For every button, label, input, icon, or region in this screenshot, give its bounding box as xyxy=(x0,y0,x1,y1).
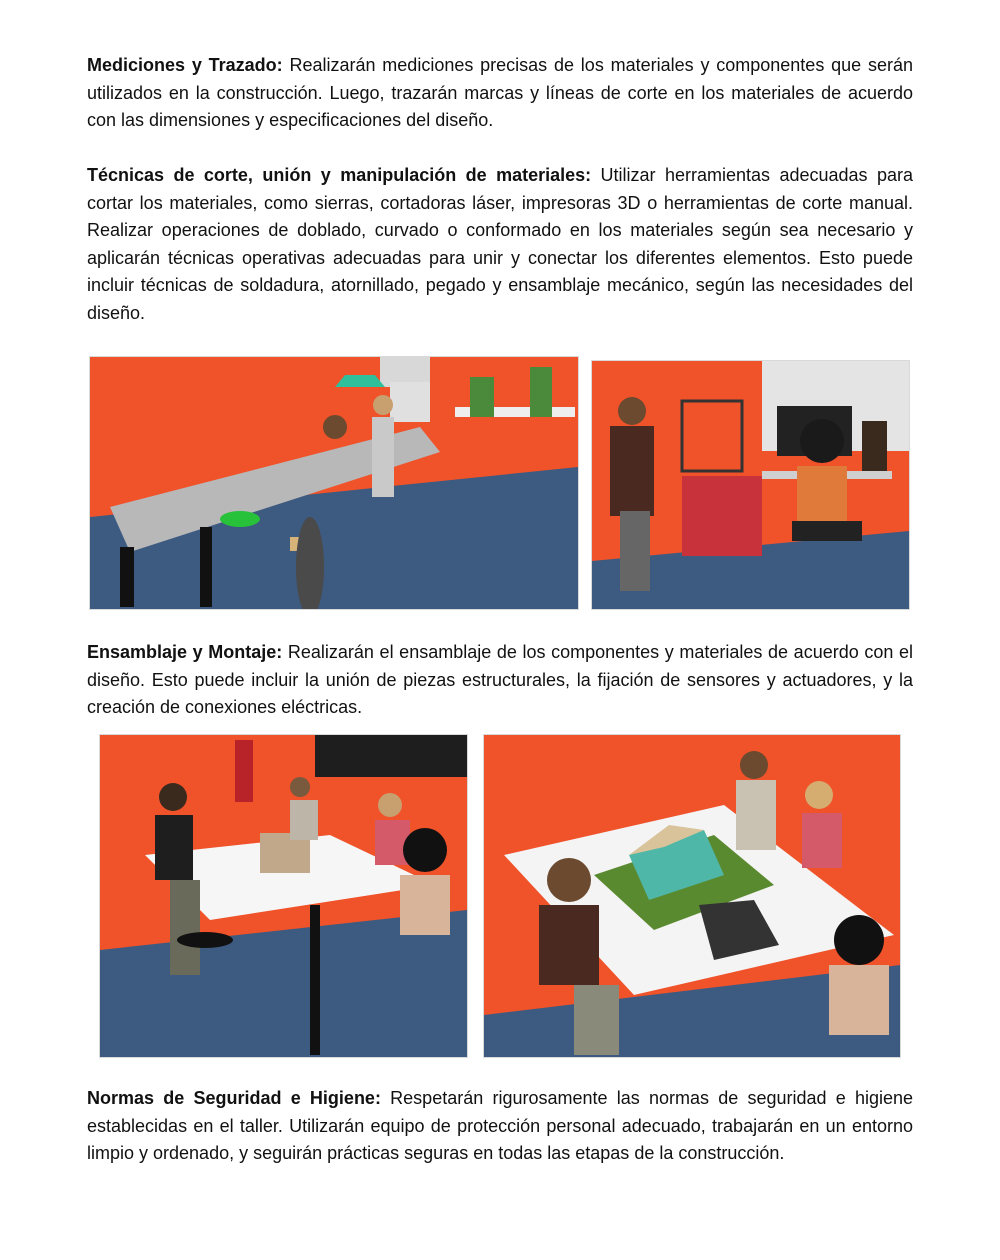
section-body: Utilizar herramientas adecuadas para cortar los materiales, como sierras, cortadoras láser, impresoras 3D o herramientas de corte manual. Realizar operaciones de doblado, curvado o conformado en los materiales según sea necesario y aplicarán técnicas operativas adecuadas para unir y conectar los diferentes elementos. Esto puede incluir técnicas de soldadura, atornillado, pegado y ensamblaje mecánico, según las necesidades del diseño. xyxy=(87,165,913,323)
workshop-assembly-image-1 xyxy=(99,734,468,1058)
section-body: Realizarán el ensamblaje de los componentes y materiales de acuerdo con el diseño. Esto puede incluir la unión de piezas estructurales, la fijación de sensores y actuadores, y la creación de conexiones eléctricas. xyxy=(87,642,913,717)
section-heading: Técnicas de corte, unión y manipulación de materiales: xyxy=(87,165,592,185)
section-mediciones xyxy=(87,52,913,135)
section-body: Realizarán mediciones precisas de los materiales y componentes que serán utilizados en la construcción. Luego, trazarán marcas y líneas de corte en los materiales de acuerdo con las dimensiones y especificaciones del diseño. xyxy=(87,55,913,130)
section-tecnicas xyxy=(87,162,913,327)
section-ensamblaje xyxy=(87,639,913,722)
section-heading: Normas de Seguridad e Higiene: xyxy=(87,1088,381,1108)
section-normas xyxy=(87,1085,913,1168)
section-heading: Mediciones y Trazado: xyxy=(87,55,283,75)
workshop-tools-image xyxy=(89,356,579,610)
section-body: Respetarán rigurosamente las normas de seguridad e higiene establecidas en el taller. Utilizarán equipo de protección personal adecuado, trabajarán en un entorno limpio y ordenado, y seguirán prácticas seguras en todas las etapas de la construcción. xyxy=(87,1088,913,1163)
workshop-3d-printer-image xyxy=(591,360,910,610)
section-heading: Ensamblaje y Montaje: xyxy=(87,642,283,662)
workshop-assembly-image-2 xyxy=(483,734,901,1058)
